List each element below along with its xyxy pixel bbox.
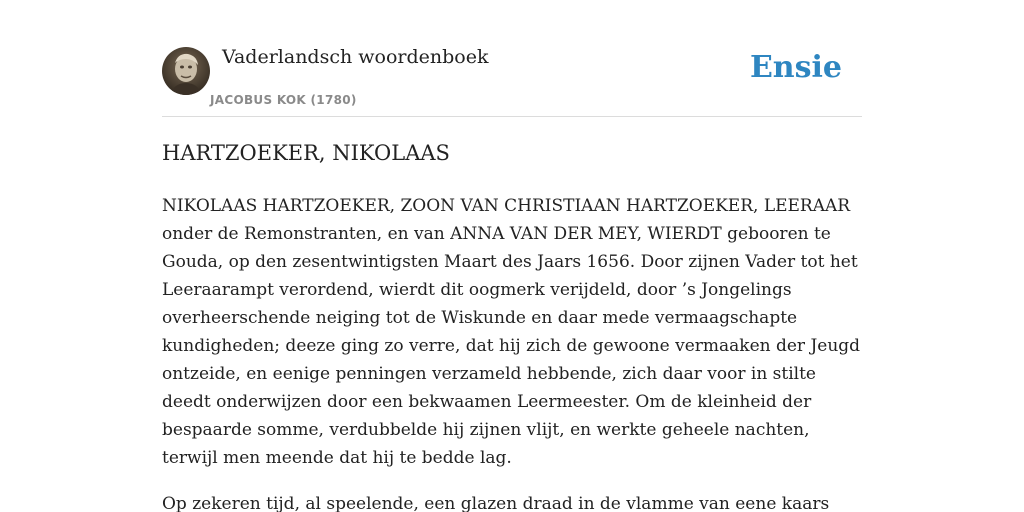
- entry-title: HARTZOEKER, NIKOLAAS: [162, 141, 450, 165]
- portrait-avatar[interactable]: [162, 47, 210, 95]
- header: [162, 46, 862, 117]
- article-paragraph: NIKOLAAS HARTZOEKER, ZOON VAN CHRISTIAAN HARTZOEKER, LEERAAR onder de Remonstranten, en van ANNA VAN DER MEY, WIERDT gebooren te Gouda, op den zesentwintigsten Maart des Jaars 1656. Door zijnen Vader tot het Leeraarampt verordend, wierdt dit oogmerk verijdeld, door ’s Jongelings overheerschende neiging tot de Wiskunde en daar mede vermaagschapte kundigheden; deeze ging zo verre, dat hij zich de gewoone vermaaken der Jeugd ontzeide, en eenige penningen verzameld hebbende, zich daar voor in stilte deedt onderwijzen door een bekwaamen Leermeester. Om de kleinheid der bespaarde somme, verdubbelde hij zijnen vlijt, en werkte geheele nachten, terwijl men meende dat hij te bedde lag.: [162, 196, 861, 468]
- brand-logo[interactable]: Ensie: [749, 50, 842, 85]
- portrait-icon: [162, 47, 210, 95]
- book-title[interactable]: Vaderlandsch woordenboek: [222, 46, 489, 68]
- author-label: JACOBUS KOK (1780): [210, 93, 357, 107]
- article-body: [162, 192, 862, 512]
- article-paragraph: Op zekeren tijd, al speelende, een glazen draad in de vlamme van eene kaars: [162, 494, 830, 512]
